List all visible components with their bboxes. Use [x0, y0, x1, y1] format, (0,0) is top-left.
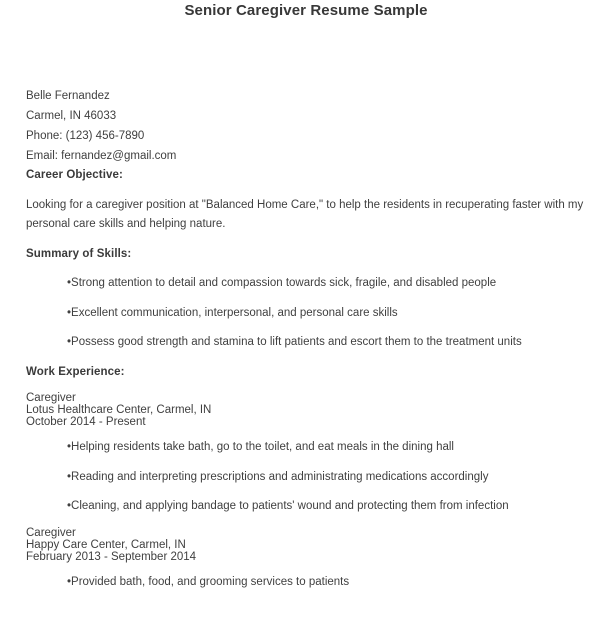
job-dates: October 2014 - Present — [26, 416, 146, 428]
document-title: Senior Caregiver Resume Sample — [184, 2, 428, 19]
section-heading-work-experience: Work Experience: — [26, 365, 125, 378]
bullet-icon: • — [67, 500, 72, 512]
skill-list-item — [26, 274, 586, 294]
skill-text: Strong attention to detail and compassion towards sick, fragile, and disabled people — [71, 277, 497, 289]
section-heading-career-objective: Career Objective: — [26, 169, 123, 181]
duty-text: Reading and interpreting prescriptions and administrating medications accordingly — [71, 470, 489, 483]
bullet-icon: • — [67, 575, 72, 588]
contact-block — [26, 86, 586, 166]
contact-location: Carmel, IN 46033 — [26, 110, 117, 122]
contact-phone: Phone: (123) 456-7890 — [26, 130, 145, 142]
bullet-icon: • — [67, 306, 72, 319]
job-company: Lotus Healthcare Center, Carmel, IN — [26, 404, 212, 416]
job-dates: February 2013 - September 2014 — [26, 550, 197, 563]
bullet-icon: • — [67, 277, 72, 289]
duty-list-item — [26, 468, 586, 488]
duty-list-item — [26, 573, 586, 593]
skill-text: Possess good strength and stamina to lift patients and escort them to the treatment units — [71, 336, 522, 348]
job-title: Caregiver — [26, 392, 76, 404]
skill-list-item — [26, 333, 586, 353]
duty-text: Cleaning, and applying bandage to patients' wound and protecting them from infection — [71, 500, 509, 512]
bullet-icon: • — [67, 336, 72, 348]
duty-list-item — [26, 497, 586, 517]
skill-list-item — [26, 304, 586, 324]
contact-email: Email: fernandez@gmail.com — [26, 150, 177, 162]
career-objective-text: Looking for a caregiver position at "Balanced Home Care," to help the residents in recuperating faster with my personal care skills and helping nature. — [26, 198, 584, 230]
contact-name: Belle Fernandez — [26, 90, 110, 102]
job-title: Caregiver — [26, 526, 76, 539]
skill-text: Excellent communication, interpersonal, and personal care skills — [71, 306, 398, 319]
duty-text: Helping residents take bath, go to the toilet, and eat meals in the dining hall — [71, 441, 454, 453]
bullet-icon: • — [67, 470, 72, 483]
duty-text: Provided bath, food, and grooming services to patients — [71, 575, 350, 588]
job-company: Happy Care Center, Carmel, IN — [26, 538, 186, 551]
bullet-icon: • — [67, 441, 72, 453]
section-heading-summary-of-skills: Summary of Skills: — [26, 247, 132, 260]
duty-list-item — [26, 438, 586, 458]
